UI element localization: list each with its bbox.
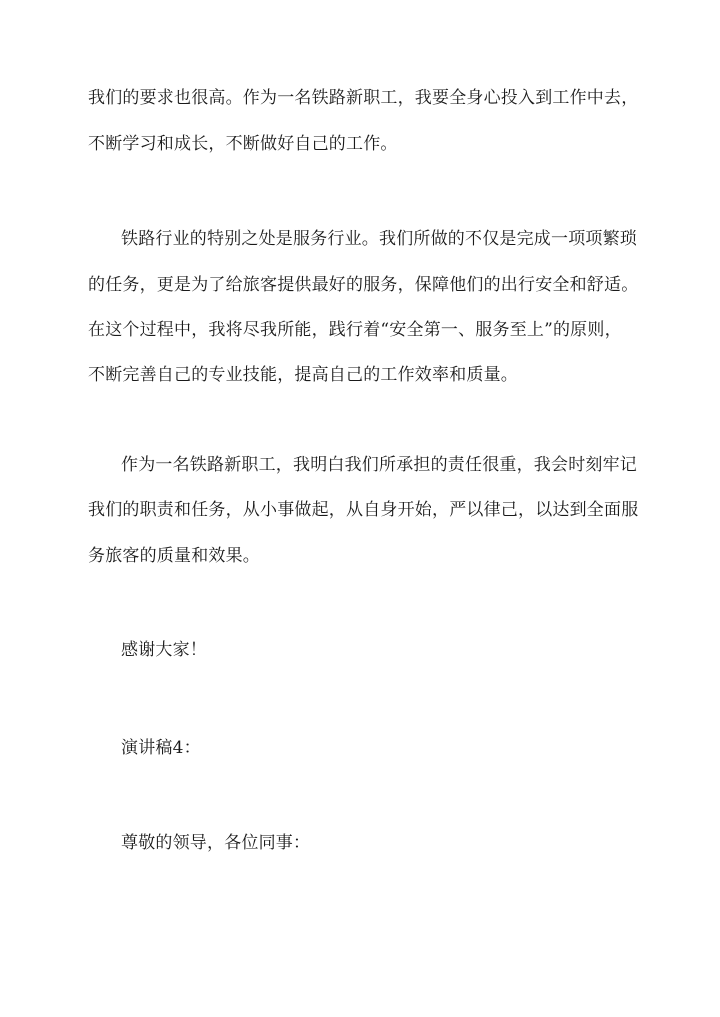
paragraph-2-line-4: 不断完善自己的专业技能，提高自己的工作效率和质量。: [88, 365, 518, 385]
paragraph-2-line-2: 的任务，更是为了给旅客提供最好的服务，保障他们的出行安全和舒适。: [88, 275, 639, 295]
paragraph-1-line-2: 不断学习和成长，不断做好自己的工作。: [88, 134, 398, 154]
paragraph-3-line-2: 我们的职责和任务，从小事做起，从自身开始，严以律己，以达到全面服: [88, 500, 639, 520]
paragraph-3-line-1: 作为一名铁路新职工，我明白我们所承担的责任很重，我会时刻牢记: [121, 455, 637, 475]
speech-heading: 演讲稿4：: [121, 738, 201, 758]
paragraph-1-line-1: 我们的要求也很高。作为一名铁路新职工，我要全身心投入到工作中去，: [88, 88, 639, 108]
paragraph-3-line-3: 务旅客的质量和效果。: [88, 546, 260, 566]
paragraph-2-line-3: 在这个过程中，我将尽我所能，践行着“安全第一、服务至上”的原则，: [88, 320, 622, 340]
thanks-line: 感谢大家！: [121, 640, 207, 660]
salutation-line: 尊敬的领导，各位同事：: [121, 833, 311, 853]
paragraph-2-line-1: 铁路行业的特别之处是服务行业。我们所做的不仅是完成一项项繁琐: [121, 229, 637, 249]
